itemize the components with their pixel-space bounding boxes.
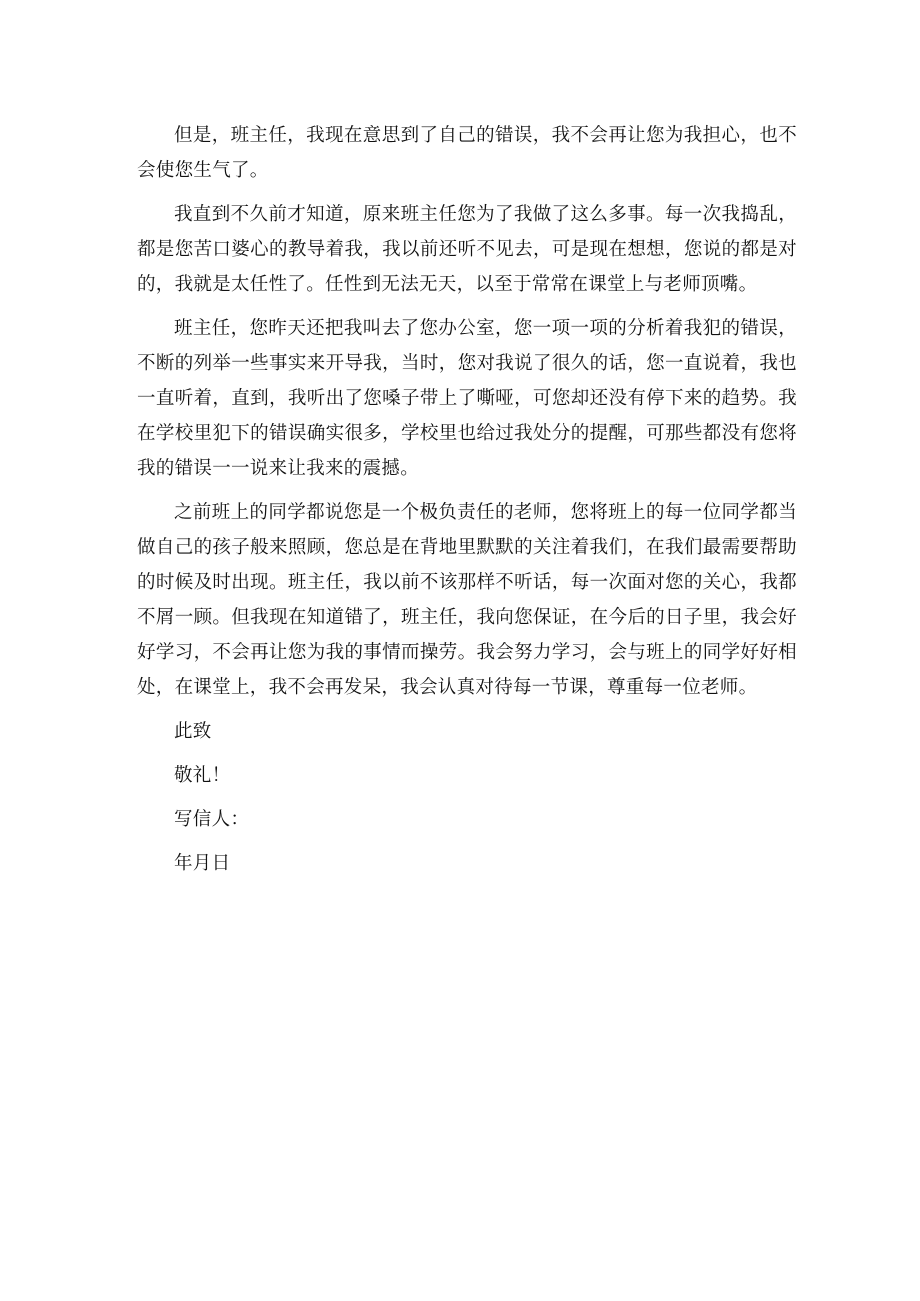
paragraph-2: 我直到不久前才知道，原来班主任您为了我做了这么多事。每一次我捣乱，都是您苦口婆心的教导着我，我以前还听不见去，可是现在想想，您说的都是对的，我就是太任性了。任性到无法无天，以至于常常在课堂上与老师顶嘴。 — [137, 204, 797, 295]
date-label: 年月日 — [174, 853, 231, 874]
closing-salutation: 此致 — [174, 721, 212, 742]
paragraph-4: 之前班上的同学都说您是一个极负责任的老师，您将班上的每一位同学都当做自己的孩子般来照顾，您总是在背地里默默的关注着我们，在我们最需要帮助的时候及时出现。班主任，我以前不该那样不听话，每一次面对您的关心，我都不屑一顾。但我现在知道错了，班主任，我向您保证，在今后的日子里，我会好好学习，不会再让您为我的事情而操劳。我会努力学习，会与班上的同学好好相处，在课堂上，我不会再发呆，我会认真对待每一节课，尊重每一位老师。 — [137, 502, 797, 698]
letter-closing — [137, 714, 797, 881]
paragraph-3: 班主任，您昨天还把我叫去了您办公室，您一项一项的分析着我犯的错误，不断的列举一些事实来开导我，当时，您对我说了很久的话，您一直说着，我也一直听着，直到，我听出了您嗓子带上了嘶哑，可您却还没有停下来的趋势。我在学校里犯下的错误确实很多，学校里也给过我处分的提醒，可那些都没有您将我的错误一一说来让我来的震撼。 — [137, 318, 797, 479]
closing-regards: 敬礼！ — [174, 765, 231, 786]
letter-body — [137, 118, 797, 881]
paragraph-1: 但是，班主任，我现在意思到了自己的错误，我不会再让您为我担心，也不会使您生气了。 — [137, 125, 797, 181]
signature-label: 写信人： — [174, 809, 250, 830]
